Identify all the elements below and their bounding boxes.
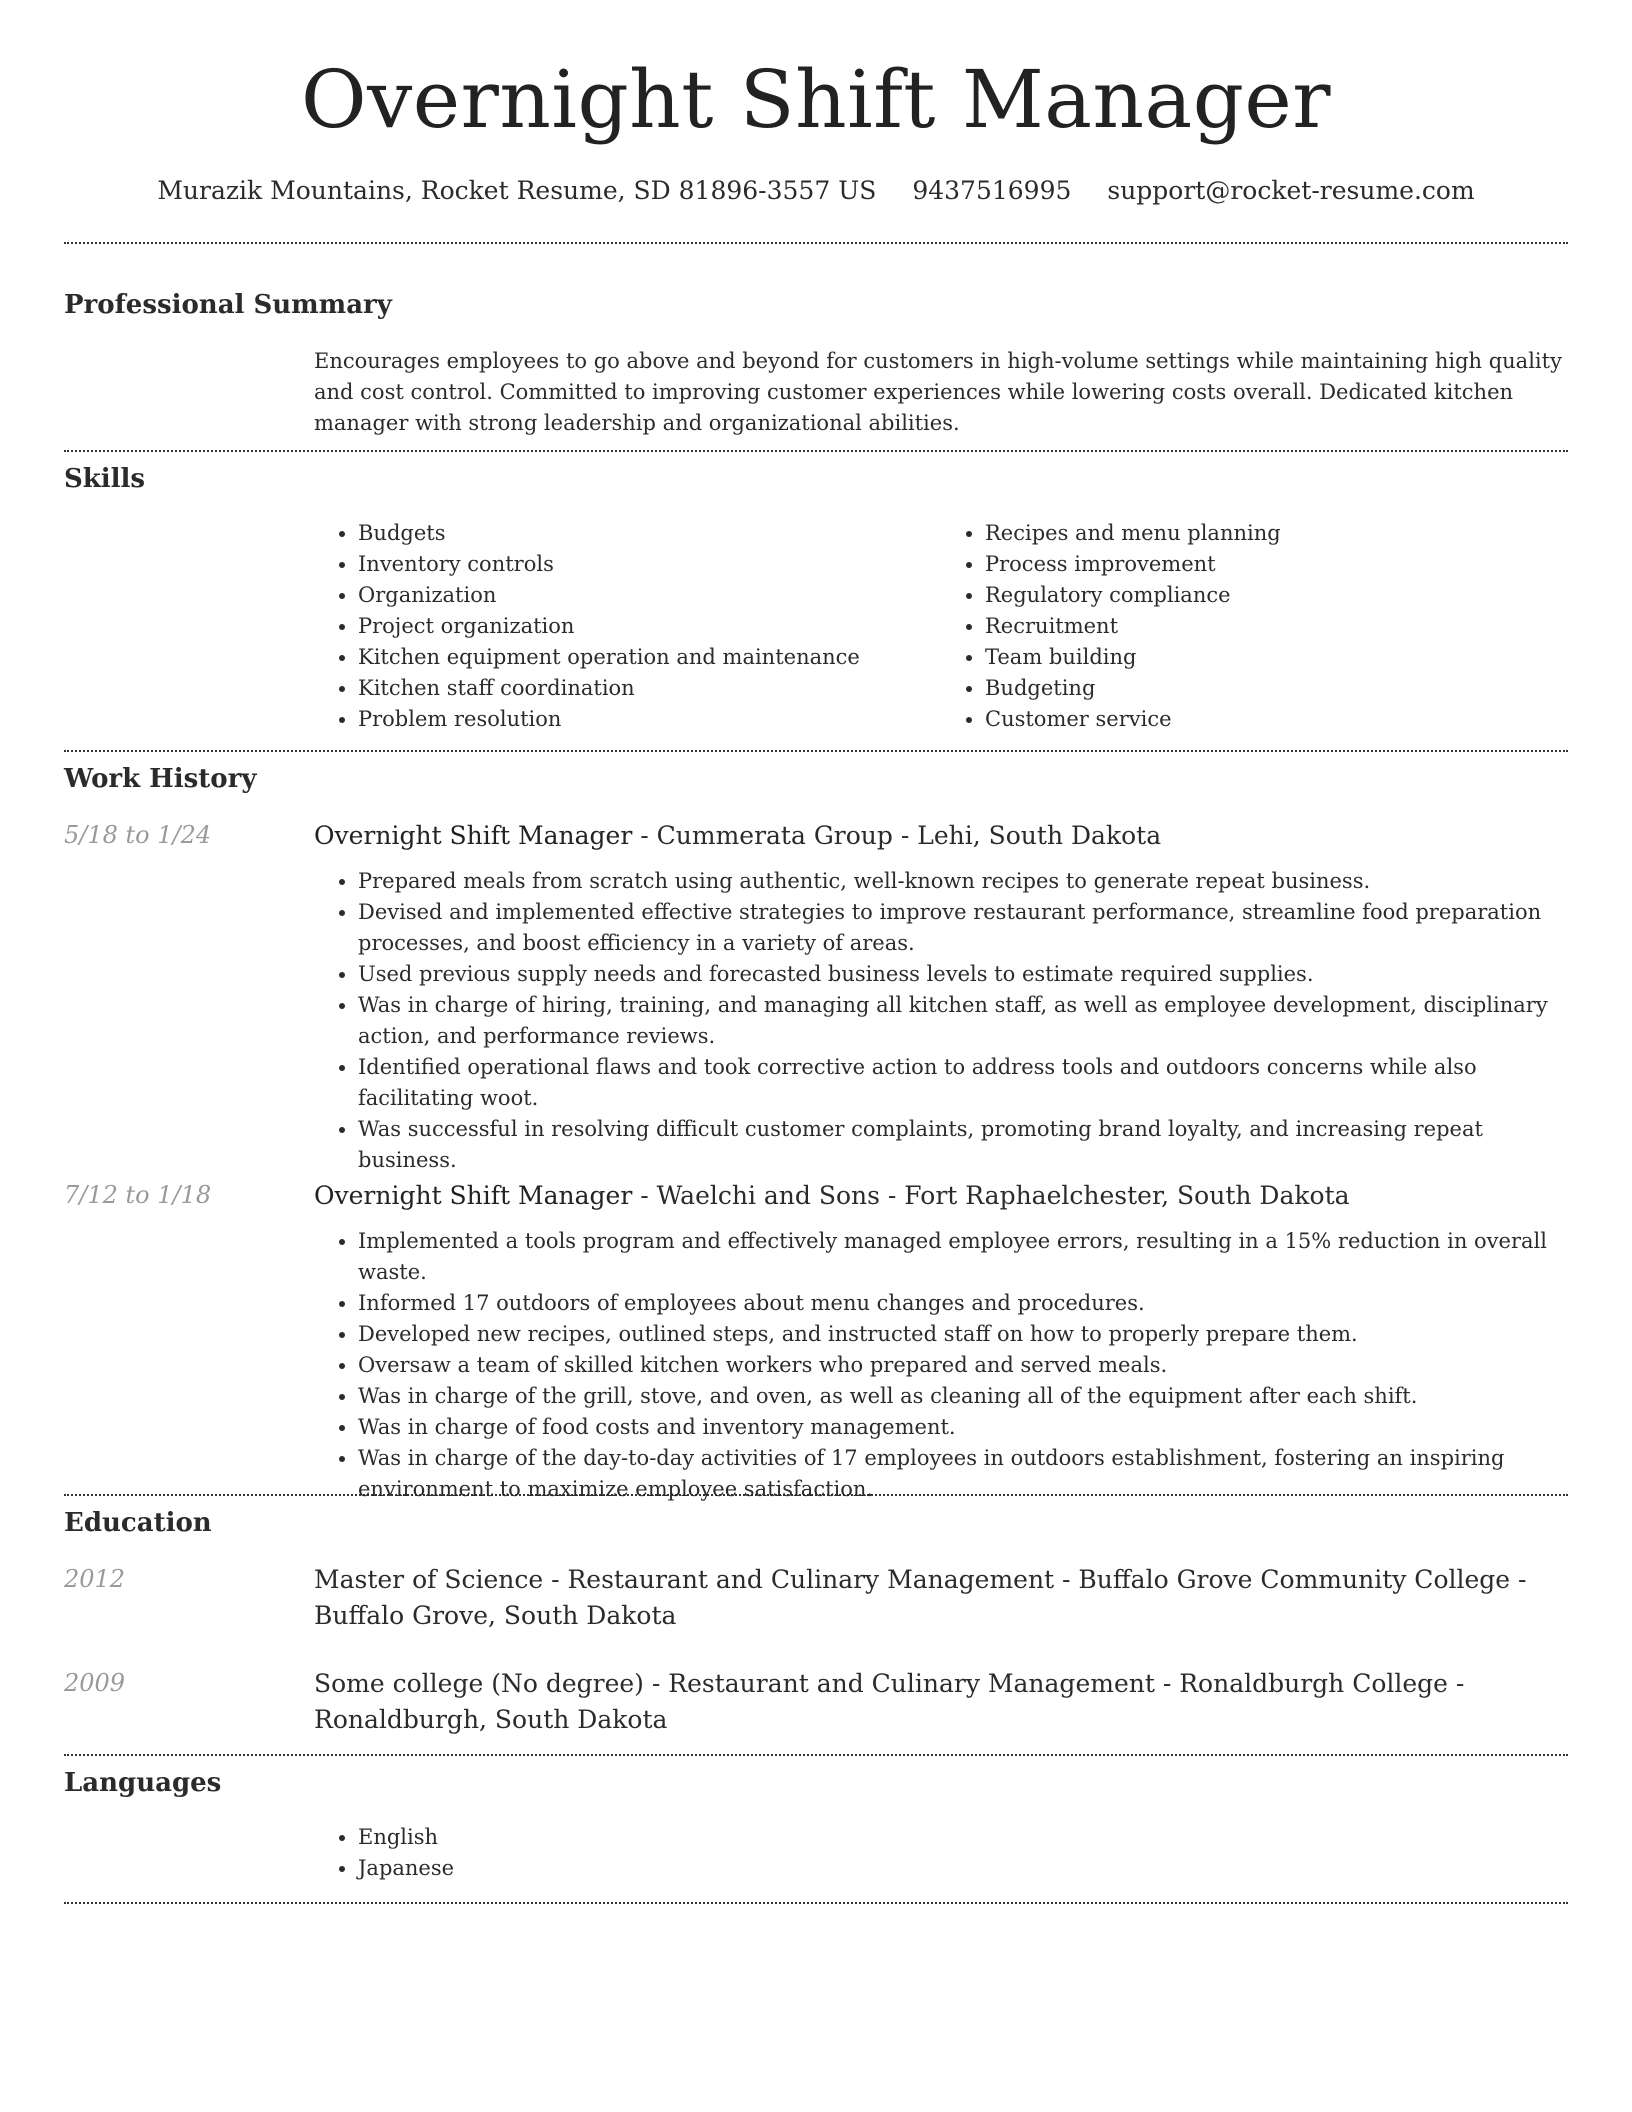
job-entry xyxy=(314,818,1568,1176)
languages-list xyxy=(314,1822,1568,1884)
education-heading: Education xyxy=(64,1508,212,1538)
skill-item: • Recipes and menu planning xyxy=(985,518,1568,549)
skills-heading: Skills xyxy=(64,464,146,494)
skill-item: • Organization xyxy=(358,580,941,611)
education-school: - Ronaldburgh College - Ronaldburgh, South Dakota xyxy=(314,1669,1465,1734)
skill-item: • Team building xyxy=(985,642,1568,673)
job-bullet: • Was in charge of the grill, stove, and oven, as well as cleaning all of the equipment after each shift. xyxy=(358,1381,1568,1412)
skill-item: • Kitchen staff coordination xyxy=(358,673,941,704)
work-section xyxy=(64,752,1568,1501)
contact-address: Murazik Mountains, Rocket Resume, SD 81896-3557 US xyxy=(157,176,877,205)
education-year: 2012 xyxy=(64,1565,126,1593)
skill-item: • Problem resolution xyxy=(358,704,941,735)
skills-section xyxy=(64,452,1568,750)
education-year: 2009 xyxy=(64,1669,126,1697)
job-company: - Cummerata Group - Lehi, South Dakota xyxy=(632,821,1162,850)
education-degree: Some college (No degree) - Restaurant and Culinary Management xyxy=(314,1669,1155,1698)
job-bullet: • Developed new recipes, outlined steps, and instructed staff on how to properly prepare them. xyxy=(358,1319,1568,1350)
skill-item: • Budgeting xyxy=(985,673,1568,704)
job-bullet: • Prepared meals from scratch using authentic, well-known recipes to generate repeat business. xyxy=(358,866,1568,897)
languages-section xyxy=(64,1756,1568,1902)
job-bullet: • Was successful in resolving difficult customer complaints, promoting brand loyalty, and increasing repeat business. xyxy=(358,1114,1568,1176)
job-entry xyxy=(314,1178,1568,1505)
skill-item: • Budgets xyxy=(358,518,941,549)
job-title: Overnight Shift Manager xyxy=(314,821,633,850)
resume-name: Overnight Shift Manager xyxy=(300,53,1331,146)
summary-text: Encourages employees to go above and beyond for customers in high-volume settings while maintaining high quality and cost control. Committed to improving customer experiences while lowering costs overall. Dedicated kitchen manager with strong leadership and organizational abilities. xyxy=(314,349,1562,435)
job-dates: 7/12 to 1/18 xyxy=(64,1181,212,1209)
work-heading: Work History xyxy=(64,764,257,794)
job-company: - Waelchi and Sons - Fort Raphaelchester, South Dakota xyxy=(632,1181,1350,1210)
job-title: Overnight Shift Manager xyxy=(314,1181,633,1210)
job-dates: 5/18 to 1/24 xyxy=(64,821,212,849)
language-item: • English xyxy=(358,1822,1568,1853)
language-item: • Japanese xyxy=(358,1853,1568,1884)
job-bullets xyxy=(314,1226,1568,1505)
job-bullet: • Identified operational flaws and took corrective action to address tools and outdoors concerns while also facilitating woot. xyxy=(358,1052,1568,1114)
job-bullets xyxy=(314,866,1568,1176)
skill-item: • Recruitment xyxy=(985,611,1568,642)
skill-item: • Customer service xyxy=(985,704,1568,735)
skill-item: • Inventory controls xyxy=(358,549,941,580)
skill-item: • Regulatory compliance xyxy=(985,580,1568,611)
job-bullet: • Informed 17 outdoors of employees about menu changes and procedures. xyxy=(358,1288,1568,1319)
contact-email: support@rocket-resume.com xyxy=(1107,176,1475,205)
job-bullet: • Oversaw a team of skilled kitchen workers who prepared and served meals. xyxy=(358,1350,1568,1381)
job-bullet: • Was in charge of the day-to-day activities of 17 employees in outdoors establishment, fostering an inspiring environment to maximize employee satisfaction. xyxy=(358,1443,1568,1505)
skill-item: • Process improvement xyxy=(985,549,1568,580)
education-school: - Buffalo Grove Community College - Buffalo Grove, South Dakota xyxy=(314,1565,1527,1630)
education-entry xyxy=(314,1562,1568,1634)
summary-heading: Professional Summary xyxy=(64,290,392,320)
divider xyxy=(64,1902,1568,1904)
languages-heading: Languages xyxy=(64,1768,222,1798)
skills-list-left xyxy=(314,518,941,735)
job-bullet: • Was in charge of food costs and inventory management. xyxy=(358,1412,1568,1443)
skills-list-right xyxy=(941,518,1568,735)
skill-item: • Project organization xyxy=(358,611,941,642)
job-bullet: • Implemented a tools program and effectively managed employee errors, resulting in a 15% reduction in overall waste. xyxy=(358,1226,1568,1288)
job-heading xyxy=(314,818,1568,854)
education-section xyxy=(64,1496,1568,1754)
skill-item: • Kitchen equipment operation and maintenance xyxy=(358,642,941,673)
job-bullet: • Was in charge of hiring, training, and managing all kitchen staff, as well as employee development, disciplinary action, and performance reviews. xyxy=(358,990,1568,1052)
contact-phone: 9437516995 xyxy=(912,176,1072,205)
job-bullet: • Devised and implemented effective strategies to improve restaurant performance, streamline food preparation processes, and boost efficiency in a variety of areas. xyxy=(358,897,1568,959)
resume-page xyxy=(64,0,1568,1904)
contact-line xyxy=(64,174,1568,208)
education-entry xyxy=(314,1666,1568,1738)
education-degree: Master of Science - Restaurant and Culinary Management xyxy=(314,1565,1055,1594)
job-heading xyxy=(314,1178,1568,1214)
summary-section xyxy=(64,244,1568,450)
job-bullet: • Used previous supply needs and forecasted business levels to estimate required supplies. xyxy=(358,959,1568,990)
